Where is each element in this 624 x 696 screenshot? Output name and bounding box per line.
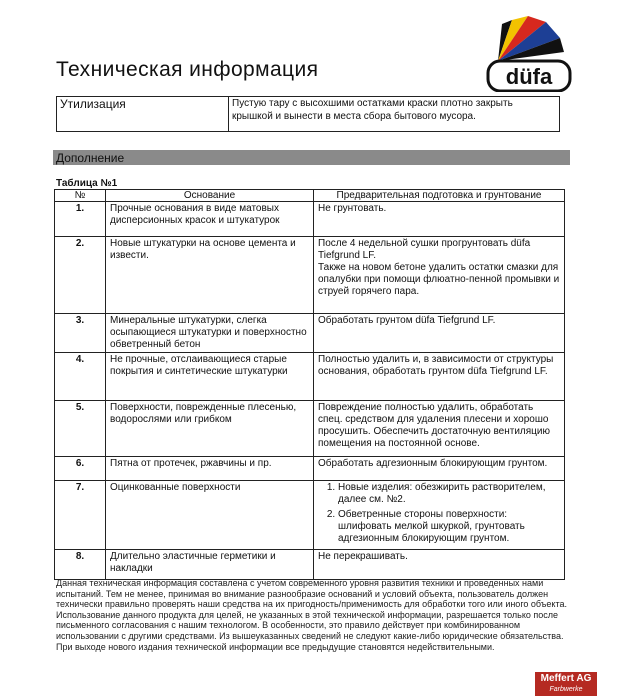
table-header-row [55,190,565,202]
column-header-number: № [55,190,106,202]
table-row [55,481,565,550]
table-row [55,237,565,314]
table-row [55,202,565,237]
row-treatment: Не перекрашивать. [314,550,565,580]
row-number: 7. [55,481,106,550]
logo-wordmark: düfa [505,64,553,89]
preparation-table [54,189,565,580]
row-treatment: Не грунтовать. [314,202,565,237]
row-number: 1. [55,202,106,237]
row-number: 8. [55,550,106,580]
section-header-bar [53,150,570,165]
row-number: 6. [55,457,106,481]
row-base: Оцинкованные поверхности [106,481,314,550]
section-title: Дополнение [56,151,125,165]
row-base: Прочные основания в виде матовых дисперсионных красок и штукатурок [106,202,314,237]
table-caption: Таблица №1 [56,178,118,189]
row-base: Минеральные штукатурки, слегка осыпающиеся штукатурки и поверхностно обветренный бетон [106,314,314,353]
disposal-divider [228,96,229,132]
row-treatment: Повреждение полностью удалить, обработать спец. средством для удаления плесени и хорошо просушить. Обеспечить достаточную вентиляцию помещения на постоянной основе. [314,401,565,457]
row-base: Пятна от протечек, ржавчины и пр. [106,457,314,481]
disposal-text: Пустую тару с высохшими остатками краски плотно закрыть крышкой и вынести в места сбора бытового мусора. [232,98,513,122]
row-treatment: После 4 недельной сушки прогрунтовать düfa Tiefgrund LF. Также на новом бетоне удалить остатки смазки для опалубки при помощи флюатно-пенной промывки и струей горячего пара. [314,237,565,314]
row-treatment: Обработать грунтом düfa Tiefgrund LF. [314,314,565,353]
row-base: Не прочные, отслаивающиеся старые покрытия и синтетические штукатурки [106,353,314,401]
publisher-badge [535,672,597,696]
treatment-list-item: 2. Обветренные стороны поверхности: шлифовать мелкой шкуркой, грунтовать адгезионным блокирующим грунтом. [338,509,560,545]
row-number: 5. [55,401,106,457]
column-header-treatment: Предварительная подготовка и грунтование [314,190,565,202]
table-row [55,314,565,353]
table-row [55,401,565,457]
treatment-list-item: 1. Новые изделия: обезжирить растворителем, далее см. №2. [338,482,560,506]
row-number: 2. [55,237,106,314]
disposal-label: Утилизация [60,97,126,111]
table-row [55,353,565,401]
column-header-base: Основание [106,190,314,202]
page-title: Техническая информация [56,58,319,81]
table-row [55,457,565,481]
disclaimer-text: Данная техническая информация составлена с учетом современного уровня развития техники и проведенных нами испытаний. Тем не менее, принимая во внимание разнообразие оснований и условий объекта, пользователь должен технически правильно проверять наши средства на их пригодность/применимость для обработки того или иного объекта. Использование данного продукта для целей, не указанных в этой технической информации, разрешается только после письменного согласования с нашим технологом. В особенности, это правило действует при комбинированном использовании с другими средствами. Из вышеуказанных сведений не следуют какие-либо юридические обязательства. При выходе нового издания технической информации все предыдущие становятся недействительными. [56,578,567,652]
row-base: Длительно эластичные герметики и накладки [106,550,314,580]
row-treatment: Полностью удалить и, в зависимости от структуры основания, обработать грунтом düfa Tiefgrund LF. [314,353,565,401]
row-base: Поверхности, поврежденные плесенью, водорослями или грибком [106,401,314,457]
row-number: 3. [55,314,106,353]
publisher-name: Meffert AG [540,673,592,684]
publisher-subtitle: Farbwerke [549,686,583,693]
row-treatment: Обработать адгезионным блокирующим грунтом. [314,457,565,481]
table-row [55,550,565,580]
row-treatment [314,481,565,550]
row-number: 4. [55,353,106,401]
dufa-logo [484,6,574,92]
row-base: Новые штукатурки на основе цемента и извести. [106,237,314,314]
